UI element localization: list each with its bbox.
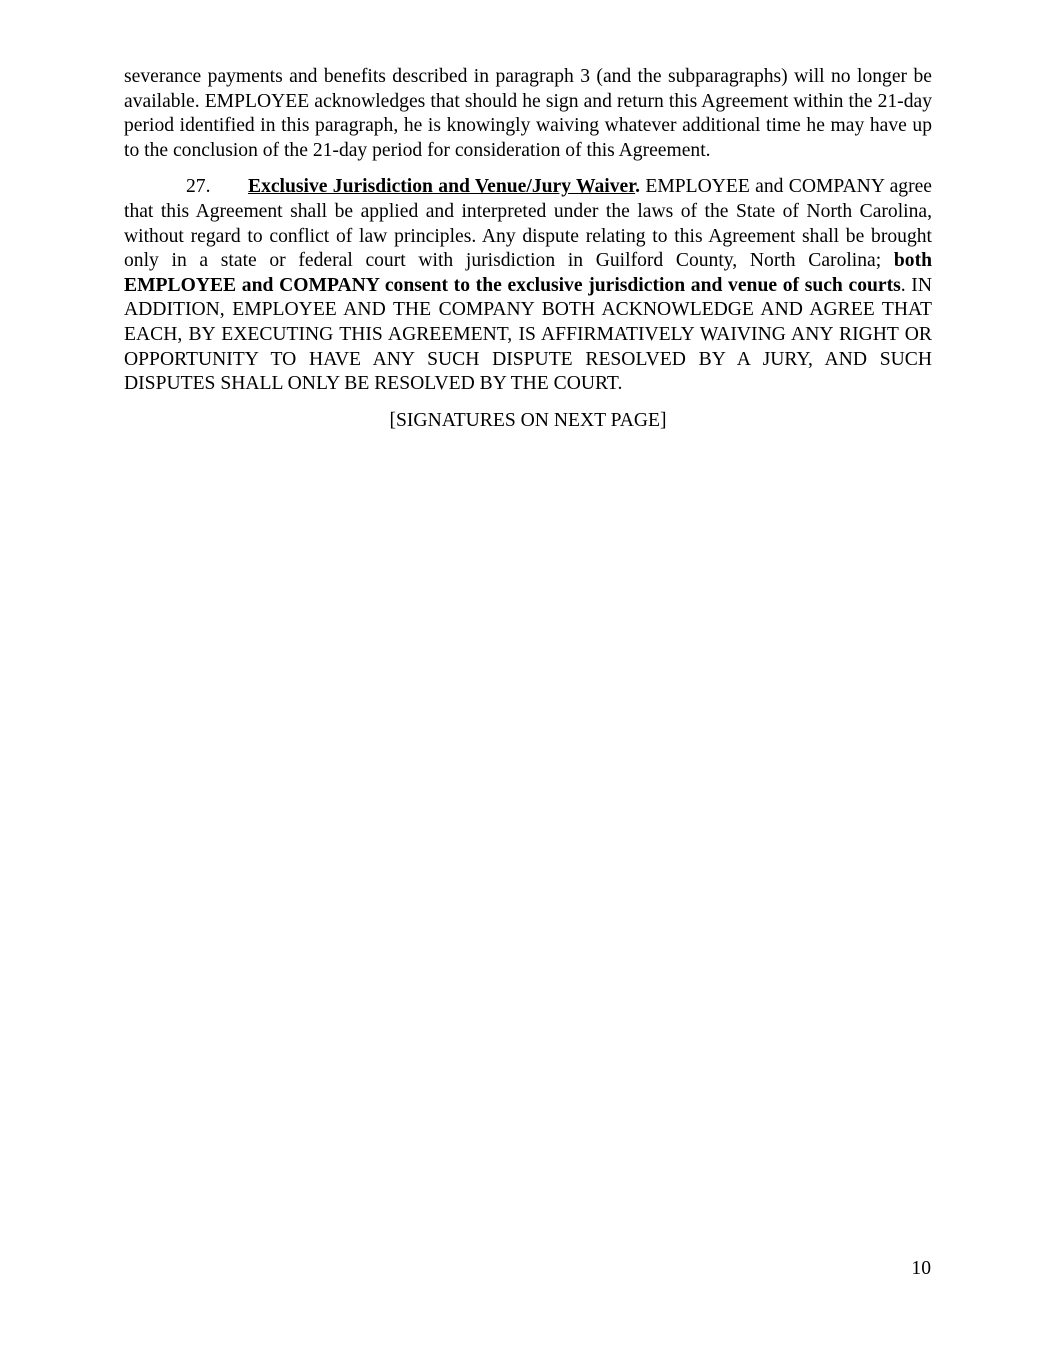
section-27-bold-text: both EMPLOYEE and COMPANY consent to the exclusive jurisdiction and venue of such courts xyxy=(124,250,932,296)
document-page xyxy=(124,65,932,433)
page-number: 10 xyxy=(911,1258,931,1279)
section-27-number: 27. xyxy=(186,176,211,198)
section-27-paragraph xyxy=(124,175,932,396)
section-27-heading-period: . xyxy=(635,176,641,198)
section-27-closing-text: . IN ADDITION, EMPLOYEE AND THE COMPANY BOTH ACKNOWLEDGE AND AGREE THAT EACH, BY EXECUTING THIS AGREEMENT, IS AFFIRMATIVELY WAIVING ANY RIGHT OR OPPORTUNITY TO HAVE ANY SUCH DISPUTE RESOLVED BY A JURY, AND SUCH DISPUTES SHALL ONLY BE RESOLVED BY THE COURT. xyxy=(124,274,932,395)
signatures-note: [SIGNATURES ON NEXT PAGE] xyxy=(389,409,667,431)
section-27-intro-text: EMPLOYEE and COMPANY agree that this Agreement shall be applied and interpreted under the laws of the State of North Carolina, without regard to conflict of law principles. Any dispute relating to this Agreement shall be brought only in a state or federal court with jurisdiction in Guilford County, North Carolina; xyxy=(124,176,932,272)
section-27-heading: Exclusive Jurisdiction and Venue/Jury Waiver xyxy=(248,176,636,198)
continuation-paragraph: severance payments and benefits described in paragraph 3 (and the subparagraphs) will no longer be available. EMPLOYEE acknowledges that should he sign and return this Agreement within the 21-day period identified in this paragraph, he is knowingly waiving whatever additional time he may have up to the conclusion of the 21-day period for consideration of this Agreement. xyxy=(124,66,932,161)
